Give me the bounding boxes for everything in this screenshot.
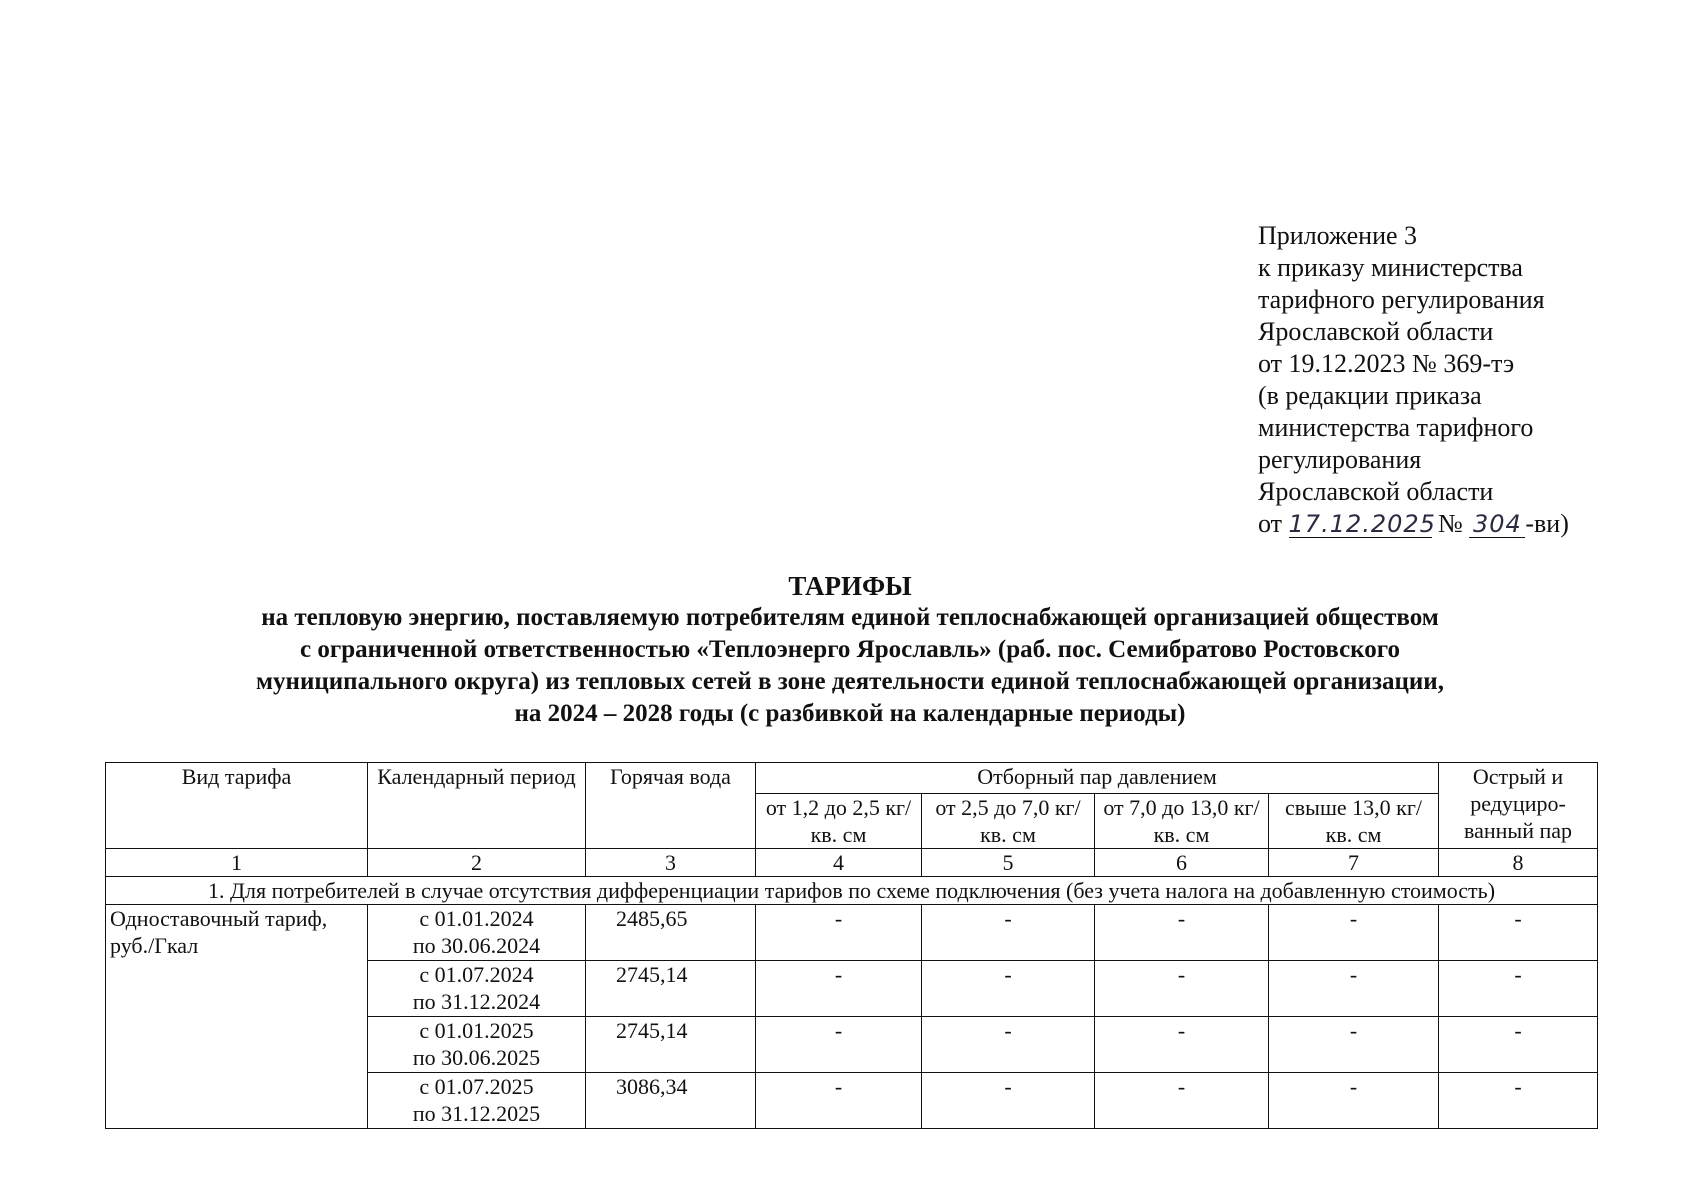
steam-1-value: - xyxy=(756,961,922,1017)
sharp-steam-value: - xyxy=(1439,905,1598,961)
appendix-line: тарифного регулирования xyxy=(1258,285,1545,314)
amendment-suffix: -ви) xyxy=(1525,509,1569,538)
title-subline: муниципального округа) из тепловых сетей в зоне деятельности единой теплоснабжающей организации, xyxy=(256,668,1444,695)
header-steam-2: от 2,5 до 7,0 кг/ кв. см xyxy=(922,794,1095,849)
steam-3-value: - xyxy=(1095,961,1269,1017)
title-subline: с ограниченной ответственностью «Теплоэнерго Ярославль» (раб. пос. Семибратово Ростовского xyxy=(300,636,1400,663)
appendix-line: к приказу министерства xyxy=(1258,253,1523,282)
appendix-line: министерства тарифного xyxy=(1258,413,1534,442)
steam-3-value: - xyxy=(1095,1017,1269,1073)
steam-4-value: - xyxy=(1269,905,1439,961)
appendix-amendment-line xyxy=(1258,508,1569,540)
steam-2-value: - xyxy=(922,1073,1095,1129)
period-cell xyxy=(368,1017,586,1073)
period-cell xyxy=(368,1073,586,1129)
header-row xyxy=(106,763,1598,794)
period-cell xyxy=(368,905,586,961)
steam-1-value: - xyxy=(756,1073,922,1129)
header-steam-1: от 1,2 до 2,5 кг/ кв. см xyxy=(756,794,922,849)
title-subline: на тепловую энергию, поставляемую потребителям единой теплоснабжающей организацией обществом xyxy=(261,604,1439,631)
column-number: 2 xyxy=(368,849,586,877)
hot-water-value: 2745,14 xyxy=(586,1017,756,1073)
period-from: с 01.01.2024 xyxy=(419,906,534,931)
appendix-line: регулирования xyxy=(1258,445,1422,474)
steam-4-value: - xyxy=(1269,1017,1439,1073)
column-number: 1 xyxy=(106,849,368,877)
period-cell xyxy=(368,961,586,1017)
steam-3-value: - xyxy=(1095,1073,1269,1129)
period-to: по 30.06.2024 xyxy=(412,933,541,958)
column-number: 8 xyxy=(1439,849,1598,877)
appendix-line: (в редакции приказа xyxy=(1258,381,1482,410)
steam-1-value: - xyxy=(756,905,922,961)
header-steam: Отборный пар давлением xyxy=(756,763,1439,794)
amendment-date-handwritten: 17.12.2025 xyxy=(1288,510,1436,538)
period-from: с 01.07.2024 xyxy=(419,962,534,987)
title-main: ТАРИФЫ xyxy=(788,571,912,601)
appendix-block xyxy=(1258,220,1569,540)
appendix-line: Ярославской области xyxy=(1258,477,1494,506)
header-period: Календарный период xyxy=(368,763,586,849)
sharp-steam-value: - xyxy=(1439,1017,1598,1073)
steam-3-value: - xyxy=(1095,905,1269,961)
period-to: по 30.06.2025 xyxy=(412,1045,541,1070)
steam-4-value: - xyxy=(1269,961,1439,1017)
period-from: с 01.07.2025 xyxy=(419,1074,534,1099)
amendment-prefix: от xyxy=(1258,509,1283,538)
period-to: по 31.12.2025 xyxy=(412,1101,541,1126)
period-from: с 01.01.2025 xyxy=(419,1018,534,1043)
hot-water-value: 2485,65 xyxy=(586,905,756,961)
table-row xyxy=(106,905,1598,961)
amendment-number-sign: № xyxy=(1438,509,1463,538)
header-steam-4: свыше 13,0 кг/ кв. см xyxy=(1269,794,1439,849)
period-to: по 31.12.2024 xyxy=(412,989,541,1014)
column-number: 5 xyxy=(922,849,1095,877)
steam-2-value: - xyxy=(922,961,1095,1017)
header-sharp-steam: Острый и редуциро-ванный пар xyxy=(1439,763,1598,849)
tariff-type-cell: Одноставочный тариф, руб./Гкал xyxy=(106,905,368,1129)
column-number: 7 xyxy=(1269,849,1439,877)
header-hot-water: Горячая вода xyxy=(586,763,756,849)
section-title: 1. Для потребителей в случае отсутствия дифференциации тарифов по схеме подключения (без учета налога на добавленную стоимость) xyxy=(106,877,1598,905)
steam-1-value: - xyxy=(756,1017,922,1073)
header-steam-3: от 7,0 до 13,0 кг/ кв. см xyxy=(1095,794,1269,849)
appendix-line: Приложение 3 xyxy=(1258,221,1418,250)
sharp-steam-value: - xyxy=(1439,961,1598,1017)
hot-water-value: 3086,34 xyxy=(586,1073,756,1129)
column-number: 3 xyxy=(586,849,756,877)
sharp-steam-value: - xyxy=(1439,1073,1598,1129)
column-number: 4 xyxy=(756,849,922,877)
header-tariff-type: Вид тарифа xyxy=(106,763,368,849)
steam-2-value: - xyxy=(922,1017,1095,1073)
appendix-line: Ярославской области xyxy=(1258,317,1494,346)
steam-2-value: - xyxy=(922,905,1095,961)
appendix-line: от 19.12.2023 № 369-тэ xyxy=(1258,349,1515,378)
column-number: 6 xyxy=(1095,849,1269,877)
tariffs-table xyxy=(105,762,1598,1129)
document-title xyxy=(100,570,1600,730)
amendment-number-handwritten: 304 xyxy=(1469,511,1525,538)
steam-4-value: - xyxy=(1269,1073,1439,1129)
section-row xyxy=(106,877,1598,905)
hot-water-value: 2745,14 xyxy=(586,961,756,1017)
column-number-row xyxy=(106,849,1598,877)
title-subline: на 2024 – 2028 годы (с разбивкой на календарные периоды) xyxy=(514,700,1186,727)
